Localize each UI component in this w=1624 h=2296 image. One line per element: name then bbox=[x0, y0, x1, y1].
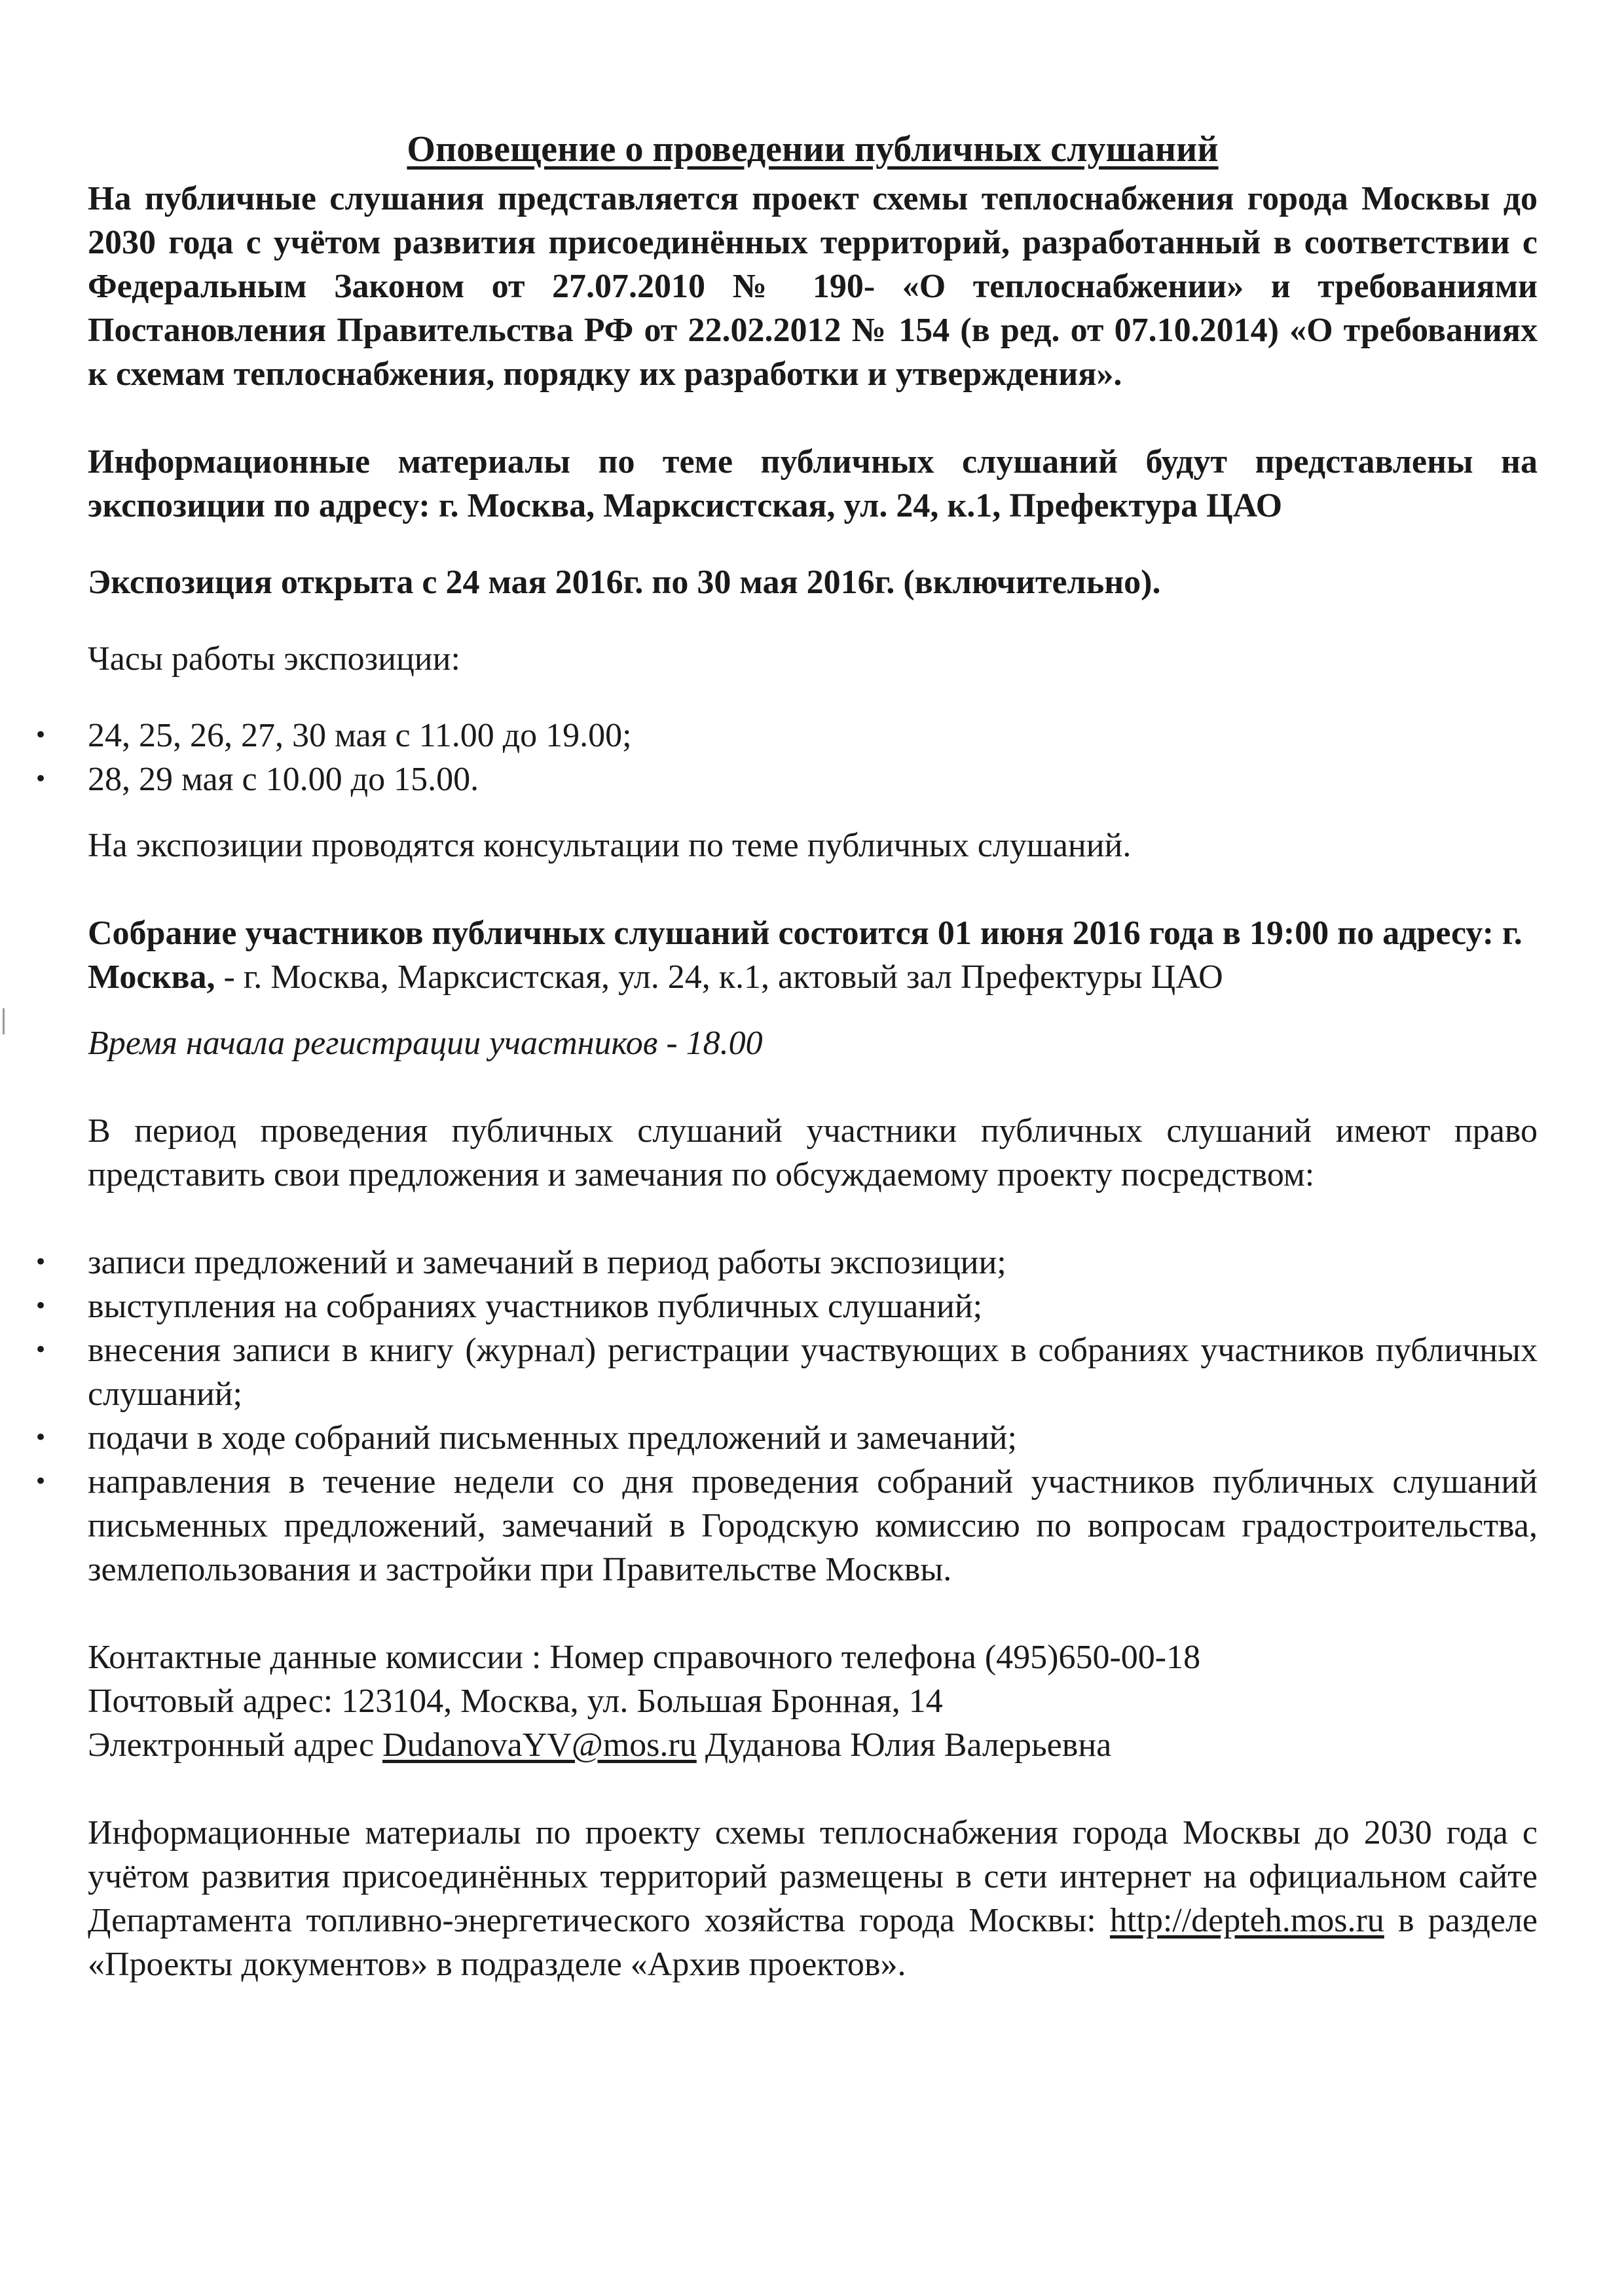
list-item: • внесения записи в книгу (журнал) регистрации участвующих в собраниях участников публичных слушаний; bbox=[88, 1328, 1538, 1416]
bullet-icon: • bbox=[34, 766, 48, 792]
hours-label: Часы работы экспозиции: bbox=[88, 640, 460, 678]
materials-location-paragraph: Информационные материалы по теме публичных слушаний будут представлены на экспозиции по адресу: г. Москва, Марксистская, ул. 24, к.1, Префектура ЦАО bbox=[88, 443, 1538, 524]
contact-phone: Контактные данные комиссии : Номер справочного телефона (495)650-00-18 bbox=[88, 1639, 1201, 1676]
list-item: • записи предложений и замечаний в период работы экспозиции; bbox=[88, 1241, 1538, 1285]
list-item: • направления в течение недели со дня проведения собраний участников публичных слушаний письменных предложений, замечаний в Городскую комиссию по вопросам градостроительства, землепользования и застройки при Правительстве Москвы. bbox=[88, 1460, 1538, 1592]
email-link[interactable]: DudanovaYV@mos.ru bbox=[382, 1726, 697, 1764]
list-item: • 28, 29 мая с 10.00 до 15.00. bbox=[88, 757, 1538, 801]
bullet-icon: • bbox=[34, 1468, 48, 1495]
intro-paragraph: На публичные слушания представляется проект схемы теплоснабжения города Москвы до 2030 года с учётом развития присоединённых территорий, разработанный в соответствии с Федеральным Законом от 27.07.2010 № 190- «О теплоснабжении» и требованиями Постановления Правительства РФ от 22.02.2012 № 154 (в ред. от 07.10.2014) «О требованиях к схемам теплоснабжения, порядку их разработки и утверждения». bbox=[88, 180, 1538, 393]
exposition-dates: Экспозиция открыта с 24 мая 2016г. по 30 мая 2016г. (включительно). bbox=[88, 564, 1161, 601]
bullet-icon: • bbox=[34, 1293, 48, 1319]
meeting-address-text: - г. Москва, Марксистская, ул. 24, к.1, актовый зал Префектуры ЦАО bbox=[215, 958, 1223, 996]
bullet-icon: • bbox=[34, 1337, 48, 1363]
contact-email-line bbox=[88, 1723, 1538, 1767]
list-item: • 24, 25, 26, 27, 30 мая с 11.00 до 19.00; bbox=[88, 714, 1538, 757]
email-label: Электронный адрес bbox=[88, 1726, 383, 1764]
list-item: • выступления на собраниях участников публичных слушаний; bbox=[88, 1285, 1538, 1328]
consultations-paragraph: На экспозиции проводятся консультации по теме публичных слушаний. bbox=[88, 827, 1132, 864]
scan-edge-mark bbox=[3, 1008, 5, 1034]
online-materials-paragraph: Информационные материалы по проекту схемы теплоснабжения города Москвы до 2030 года с учётом развития присоединённых территорий размещены в сети интернет на официальном сайте Департамента топливно-энергетического хозяйства города Москвы: http://depteh.mos.ru в разделе «Проекты документов» в подразделе «Архив проектов». bbox=[88, 1814, 1538, 1983]
meeting-bold-text: Собрание участников публичных слушаний состоится 01 июня 2016 года в 19:00 по адресу: г. Москва, bbox=[88, 915, 1522, 996]
website-link[interactable]: http://depteh.mos.ru bbox=[1109, 1902, 1384, 1939]
contact-person: Дуданова Юлия Валерьевна bbox=[696, 1726, 1112, 1764]
list-item: • подачи в ходе собраний письменных предложений и замечаний; bbox=[88, 1416, 1538, 1460]
contact-postal-address: Почтовый адрес: 123104, Москва, ул. Большая Бронная, 14 bbox=[88, 1683, 943, 1720]
bullet-icon: • bbox=[34, 1249, 48, 1275]
document-title: Оповещение о проведении публичных слушаний bbox=[407, 129, 1219, 170]
hours-list bbox=[34, 714, 1538, 801]
document-body bbox=[34, 128, 1538, 1986]
registration-time: Время начала регистрации участников - 18.00 bbox=[88, 1025, 763, 1062]
meeting-paragraph bbox=[88, 911, 1538, 999]
bullet-icon: • bbox=[34, 722, 48, 748]
proposals-intro-paragraph: В период проведения публичных слушаний участники публичных слушаний имеют право представить свои предложения и замечания по обсуждаемому проекту посредством: bbox=[88, 1112, 1538, 1194]
bullet-icon: • bbox=[34, 1425, 48, 1451]
proposal-methods-list bbox=[34, 1241, 1538, 1592]
